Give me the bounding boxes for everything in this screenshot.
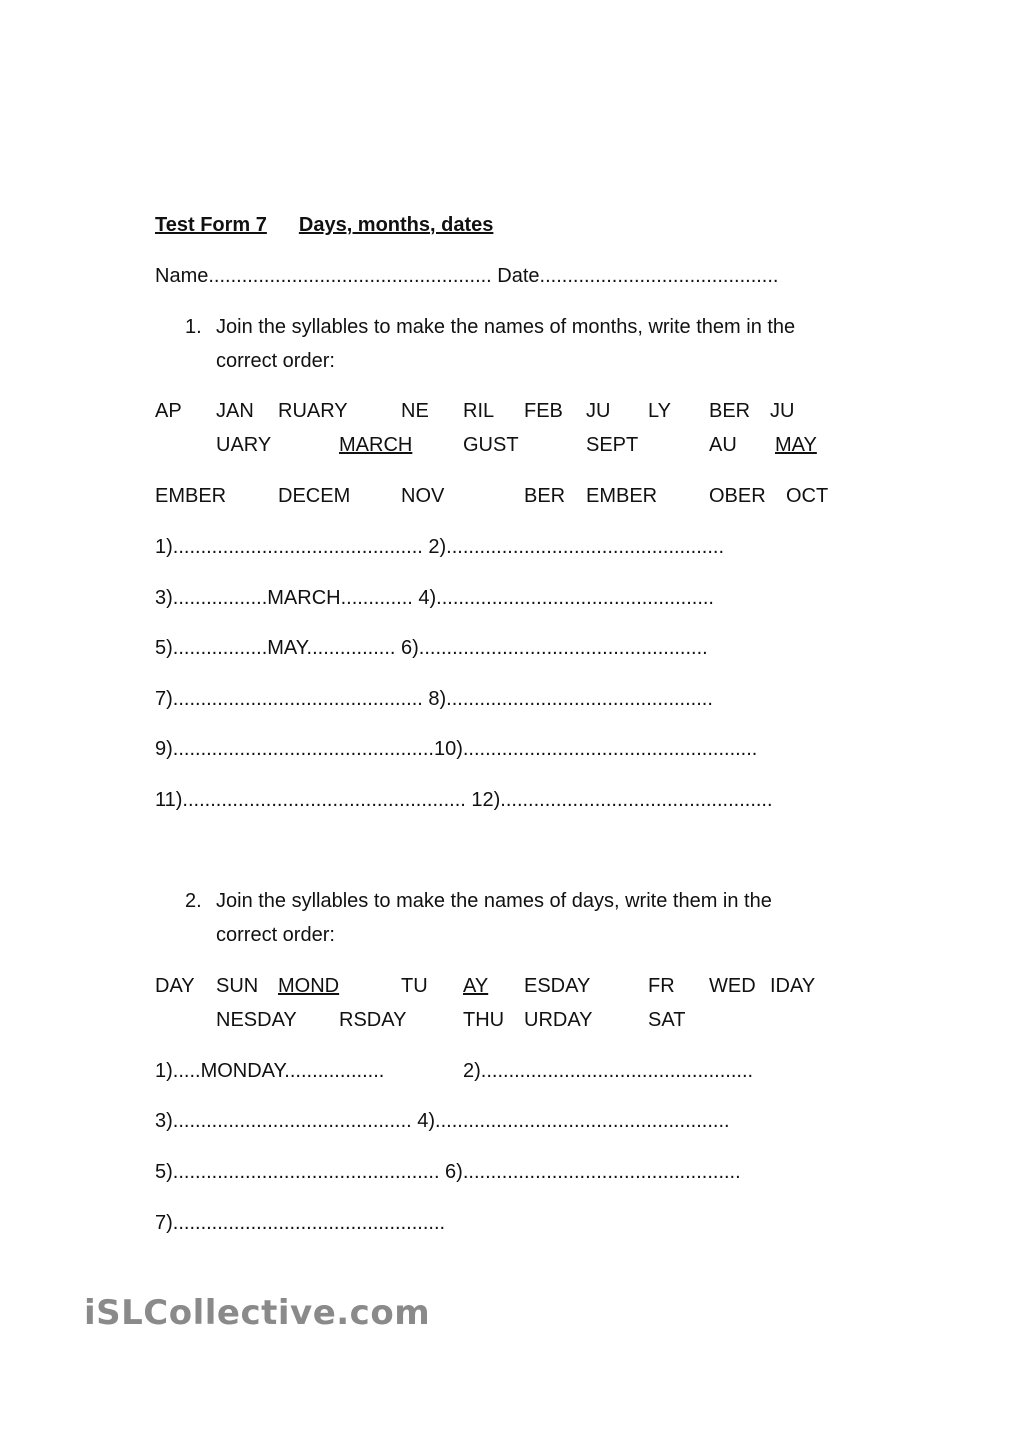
q2-answer-line: 7)................................................. — [155, 1212, 446, 1234]
q1-answer-line: 11)................................................... 12)................................................. — [155, 789, 773, 811]
q2-answer-line: 3)........................................... 4)..................................................... — [155, 1110, 730, 1132]
syllable: AU — [709, 434, 737, 456]
q1-syllable-row-1 — [0, 399, 1018, 423]
syllable: URDAY — [524, 1009, 593, 1031]
q1-syllable-row-3 — [0, 484, 1018, 508]
q2-answer-line: 5)................................................ 6).................................................. — [155, 1161, 741, 1183]
q1-instruction-line1: Join the syllables to make the names of months, write them in the — [216, 316, 796, 338]
syllable: BER — [709, 400, 751, 422]
syllable-used: AY — [463, 975, 489, 997]
syllable: RUARY — [278, 400, 348, 422]
syllable: NOV — [401, 485, 445, 507]
syllable: RSDAY — [339, 1009, 407, 1031]
syllable: OCT — [786, 485, 829, 507]
q1-syllable-row-2 — [0, 433, 1018, 457]
q2-answer-line: 2)................................................. — [463, 1060, 754, 1082]
syllable: LY — [648, 400, 671, 422]
q2-syllable-row-1 — [0, 974, 1018, 998]
syllable: JAN — [216, 400, 254, 422]
syllable: JU — [586, 400, 611, 422]
syllable: THU — [463, 1009, 505, 1031]
syllable: TU — [401, 975, 428, 997]
syllable: NESDAY — [216, 1009, 297, 1031]
syllable: ESDAY — [524, 975, 591, 997]
syllable: DAY — [155, 975, 195, 997]
watermark-logo: iSLCollective.com — [84, 1293, 431, 1333]
q1-answer-line: 9)...............................................10)..................................................... — [155, 738, 758, 760]
syllable: EMBER — [155, 485, 227, 507]
q2-number: 2. — [185, 890, 202, 912]
worksheet-title — [155, 213, 493, 237]
syllable: IDAY — [770, 975, 816, 997]
name-date-line: Name................................................... Date........................................... — [155, 265, 779, 287]
q1-instruction-line2: correct order: — [216, 350, 335, 372]
syllable: UARY — [216, 434, 272, 456]
syllable: WED — [709, 975, 756, 997]
syllable: AP — [155, 400, 182, 422]
syllable: SUN — [216, 975, 259, 997]
syllable: FR — [648, 975, 675, 997]
q2-instruction-line1: Join the syllables to make the names of days, write them in the — [216, 890, 772, 912]
syllable-used: MAY — [775, 434, 817, 456]
q1-answer-line: 7)............................................. 8)................................................ — [155, 688, 713, 710]
syllable-used: MOND — [278, 975, 340, 997]
syllable: FEB — [524, 400, 563, 422]
syllable: SEPT — [586, 434, 639, 456]
q1-answer-line: 3).................MARCH............. 4).................................................. — [155, 587, 714, 609]
q2-answer-row-1 — [0, 1059, 1018, 1083]
syllable: DECEM — [278, 485, 351, 507]
syllable-used: MARCH — [339, 434, 413, 456]
syllable: EMBER — [586, 485, 658, 507]
q2-answer-line: 1).....MONDAY.................. — [155, 1060, 385, 1082]
syllable: GUST — [463, 434, 519, 456]
syllable: OBER — [709, 485, 766, 507]
q2-instruction-line2: correct order: — [216, 924, 335, 946]
q1-answer-line: 5).................MAY................ 6).................................................... — [155, 637, 708, 659]
q1-answer-line: 1)............................................. 2).................................................. — [155, 536, 725, 558]
title-topic: Days, months, dates — [298, 214, 494, 236]
syllable: JU — [770, 400, 795, 422]
q1-number: 1. — [185, 316, 202, 338]
syllable: RIL — [463, 400, 495, 422]
syllable: BER — [524, 485, 566, 507]
q2-syllable-row-2 — [0, 1008, 1018, 1032]
title-form: Test Form 7 — [155, 214, 267, 236]
syllable: NE — [401, 400, 429, 422]
syllable: SAT — [648, 1009, 686, 1031]
